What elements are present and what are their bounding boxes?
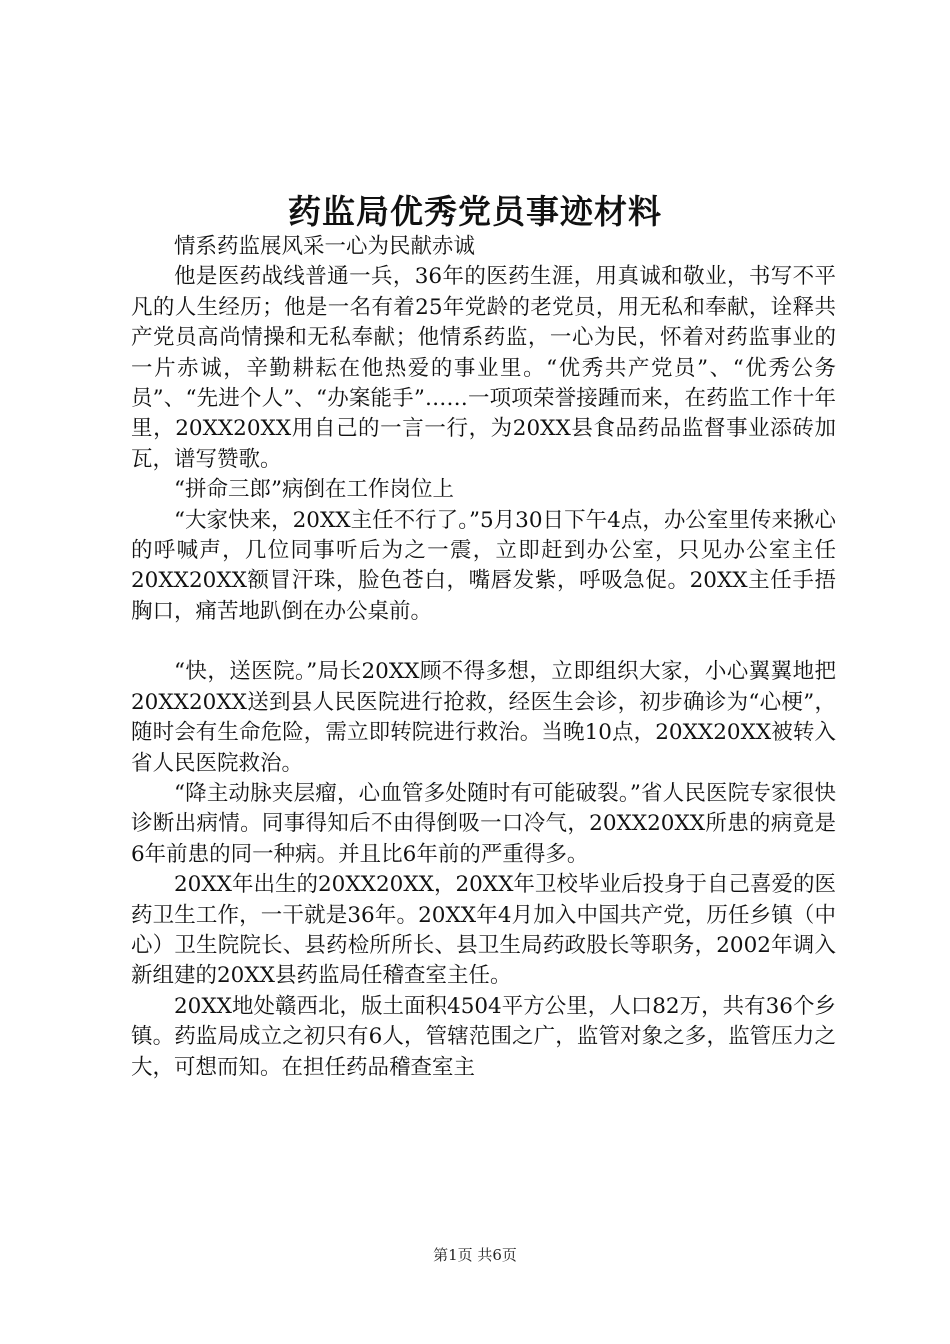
subtitle-paragraph: 情系药监展风采一心为民献赤诚 — [174, 234, 476, 259]
story-paragraph: “降主动脉夹层瘤，心血管多处随时有可能破裂。”省人民医院专家很快诊断出病情。同事得知后不由得倒吸一口冷气，20XX20XX所患的病竟是6年前患的同一种病。并且比6年前的严重得多。 — [131, 780, 836, 867]
page-footer: 第1页 共6页 — [433, 1246, 517, 1264]
document-body — [131, 232, 836, 1083]
region-paragraph: 20XX地处赣西北，版土面积4504平方公里，人口82万，共有36个乡镇。药监局成立之初只有6人，管辖范围之广，监管对象之多，监管压力之大，可想而知。在担任药品稽查室主 — [131, 993, 836, 1080]
document-title: 药监局优秀党员事迹材料 — [288, 192, 662, 231]
story-paragraph: “大家快来，20XX主任不行了。”5月30日下午4点，办公室里传来揪心的呼喊声，几位同事听后为之一震，立即赶到办公室，只见办公室主任20XX20XX额冒汗珠，脸色苍白，嘴唇发紫，呼吸急促。20XX主任手捂胸口，痛苦地趴倒在办公桌前。 — [131, 507, 836, 624]
section-heading-paragraph: “拼命三郎”病倒在工作岗位上 — [174, 477, 454, 503]
biography-paragraph: 20XX年出生的20XX20XX，20XX年卫校毕业后投身于自己喜爱的医药卫生工作，一干就是36年。20XX年4月加入中国共产党，历任乡镇（中心）卫生院院长、县药检所所长、县卫生局药政股长等职务，2002年调入新组建的20XX县药监局任稽查室主任。 — [131, 872, 836, 989]
story-paragraph: “快，送医院。”局长20XX顾不得多想，立即组织大家，小心翼翼地把20XX20XX送到县人民医院进行抢救，经医生会诊，初步确诊为“心梗”，随时会有生命危险，需立即转院进行救治。当晚10点，20XX20XX被转入省人民医院救治。 — [131, 659, 836, 776]
intro-paragraph: 他是医药战线普通一兵，36年的医药生涯，用真诚和敬业，书写不平凡的人生经历；他是一名有着25年党龄的老党员，用无私和奉献，诠释共产党员高尚情操和无私奉献；他情系药监，一心为民，怀着对药监事业的一片赤诚，辛勤耕耘在他热爱的事业里。“优秀共产党员”、“优秀公务员”、“先进个人”、“办案能手”……一项项荣誉接踵而来，在药监工作十年里，20XX20XX用自己的一言一行，为20XX县食品药品监督事业添砖加瓦，谱写赞歌。 — [131, 264, 836, 472]
